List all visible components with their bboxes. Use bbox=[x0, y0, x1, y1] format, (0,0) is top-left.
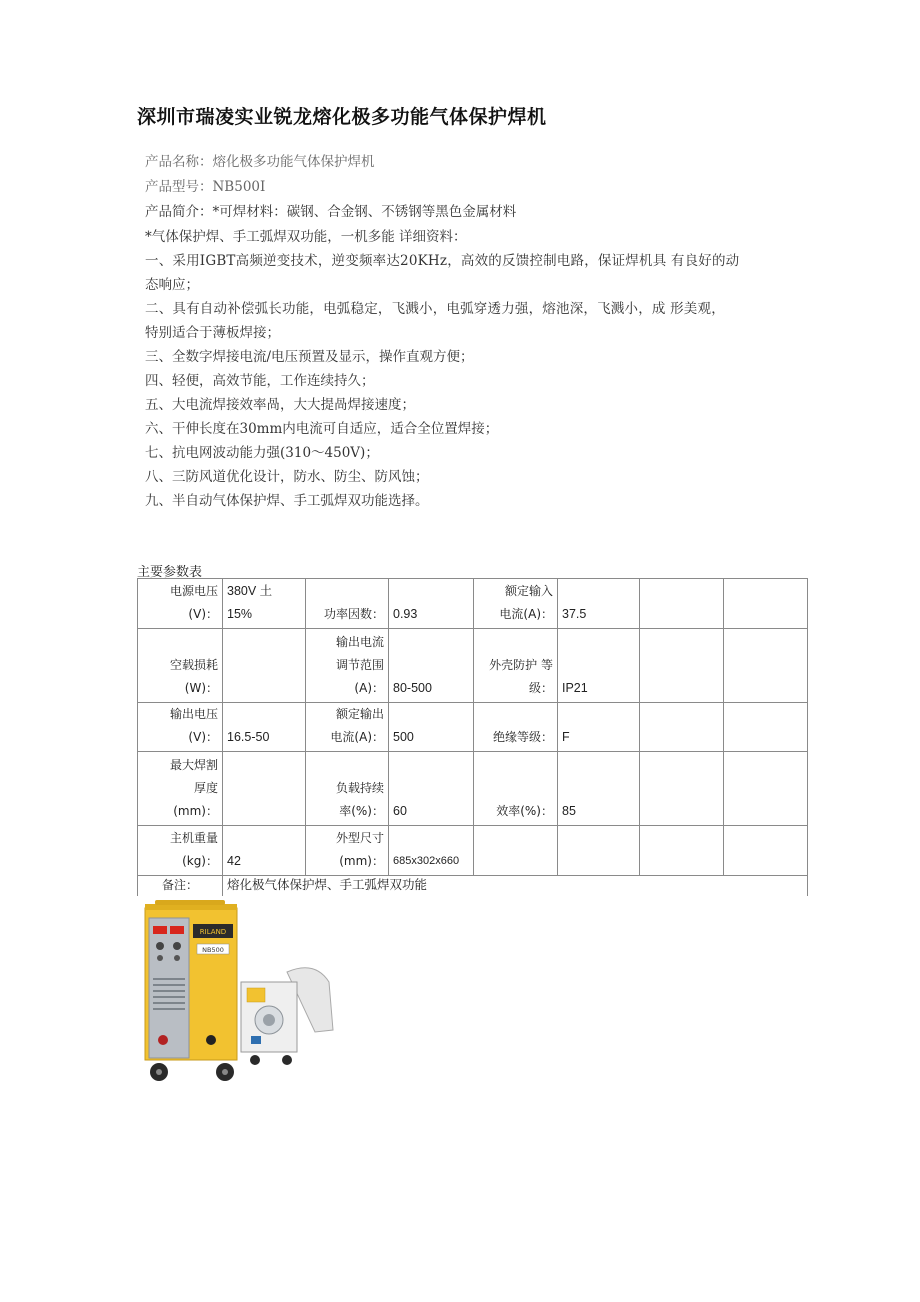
note-label: 备注： bbox=[138, 876, 223, 897]
param-label-text: 外型尺寸 bbox=[335, 831, 384, 845]
param-label-text: (V)： bbox=[188, 730, 218, 744]
table-row bbox=[138, 629, 808, 703]
param-value-text: IP21 bbox=[562, 681, 588, 695]
param-label-text: 调节范围 bbox=[335, 658, 384, 672]
param-label-text: 额定输入 bbox=[504, 584, 553, 598]
param-value-cell bbox=[223, 752, 306, 826]
feature-1-line-a: 一、采用IGBT高频逆变技术，逆变频率达20KHz，高效的反馈控制电路，保证焊机具 有良好的动 bbox=[145, 253, 740, 269]
param-label-text: (mm)： bbox=[339, 854, 384, 868]
param-label-cell bbox=[306, 703, 389, 752]
note-value: 熔化极气体保护焊、手工弧焊双功能 bbox=[223, 876, 808, 897]
param-value-cell bbox=[389, 629, 474, 703]
param-label-text: 负载持续 bbox=[335, 781, 384, 795]
table-row bbox=[138, 752, 808, 826]
feature-8-line: 八、三防风道优化设计，防水、防尘、防风蚀； bbox=[145, 469, 429, 485]
feature-2-line-b: 特别适合于薄板焊接； bbox=[145, 325, 280, 341]
param-value-text: 0.93 bbox=[393, 607, 418, 621]
param-value-text: 60 bbox=[393, 804, 407, 818]
feature-9-line: 九、半自动气体保护焊、手工弧焊双功能选择。 bbox=[145, 493, 429, 509]
dual-function-line: *气体保护焊、手工弧焊双功能，一机多能 详细资料： bbox=[145, 229, 467, 245]
param-label-text: (A)： bbox=[354, 681, 384, 695]
param-label-text: (W)： bbox=[184, 681, 218, 695]
param-label-cell bbox=[474, 579, 558, 629]
param-value-text: 16.5-50 bbox=[227, 730, 270, 744]
param-value-text: 80-500 bbox=[393, 681, 432, 695]
param-value-cell bbox=[389, 703, 474, 752]
param-label-cell bbox=[138, 579, 223, 629]
param-label-text: 功率因数： bbox=[323, 607, 384, 621]
param-label-text: 电流(A)： bbox=[330, 730, 384, 744]
param-label-cell bbox=[306, 629, 389, 703]
param-label-text: (mm)： bbox=[173, 804, 218, 818]
param-label-text: 额定输出 bbox=[335, 707, 384, 721]
feature-2-line-a: 二、具有自动补偿弧长功能，电弧稳定，飞溅小，电弧穿透力强，熔池深，飞溅小，成 形美观， bbox=[145, 301, 725, 317]
param-value-cell bbox=[558, 752, 640, 826]
param-label-cell bbox=[138, 703, 223, 752]
param-value-text: 500 bbox=[393, 730, 414, 744]
param-value-cell bbox=[223, 826, 306, 876]
param-label-cell bbox=[306, 579, 389, 629]
empty-cell bbox=[640, 826, 724, 876]
machine-model-badge: NB500 bbox=[202, 946, 224, 954]
param-label-text: 电源电压 bbox=[169, 584, 218, 598]
param-label-text: 输出电流 bbox=[335, 635, 384, 649]
table-row bbox=[138, 579, 808, 629]
param-value-cell bbox=[558, 826, 640, 876]
param-label-cell bbox=[474, 826, 558, 876]
param-label-text: 输出电压 bbox=[169, 707, 218, 721]
param-label-cell bbox=[474, 629, 558, 703]
param-label-text: 绝缘等级： bbox=[492, 730, 553, 744]
param-value-cell bbox=[389, 826, 474, 876]
param-label-cell bbox=[138, 629, 223, 703]
empty-cell bbox=[724, 752, 808, 826]
empty-cell bbox=[724, 703, 808, 752]
feature-7-line: 七、抗电网波动能力强(310〜450V)； bbox=[145, 445, 379, 461]
feature-4-line: 四、轻便，高效节能，工作连续持久； bbox=[145, 373, 375, 389]
param-label-cell bbox=[306, 826, 389, 876]
param-label-text: 效率(%)： bbox=[496, 804, 553, 818]
param-value-cell bbox=[558, 703, 640, 752]
note-row bbox=[138, 876, 808, 897]
param-value-text: 42 bbox=[227, 854, 241, 868]
param-value-text: 380V 土 bbox=[227, 584, 273, 598]
param-label-text: 率(%)： bbox=[339, 804, 384, 818]
param-value-cell bbox=[223, 579, 306, 629]
empty-cell bbox=[640, 629, 724, 703]
table-caption: 主要参数表 bbox=[137, 565, 203, 580]
machine-brand-text: RILAND bbox=[199, 928, 227, 936]
param-label-text: (V)： bbox=[188, 607, 218, 621]
param-label-text: 外壳防护 等 bbox=[489, 658, 553, 672]
param-value-cell bbox=[223, 629, 306, 703]
empty-cell bbox=[724, 826, 808, 876]
parameter-table bbox=[137, 578, 808, 896]
param-value-text: 85 bbox=[562, 804, 576, 818]
param-label-text: 级： bbox=[528, 681, 553, 695]
param-label-cell bbox=[474, 752, 558, 826]
param-label-text: 最大焊割 bbox=[169, 758, 218, 772]
param-value-cell bbox=[558, 629, 640, 703]
param-label-text: 电流(A)： bbox=[499, 607, 553, 621]
param-value-cell bbox=[558, 579, 640, 629]
table-row bbox=[138, 703, 808, 752]
param-value-text: 685x302x660 bbox=[393, 855, 460, 867]
param-value-cell bbox=[389, 579, 474, 629]
feature-1-line-b: 态响应； bbox=[145, 277, 199, 293]
param-label-cell bbox=[306, 752, 389, 826]
document-title: 深圳市瑞凌实业锐龙熔化极多功能气体保护焊机 bbox=[137, 106, 547, 128]
empty-cell bbox=[640, 752, 724, 826]
empty-cell bbox=[724, 629, 808, 703]
param-label-cell bbox=[474, 703, 558, 752]
param-label-text: (kg)： bbox=[182, 854, 218, 868]
param-label-cell bbox=[138, 826, 223, 876]
param-value-text: 37.5 bbox=[562, 607, 587, 621]
table-row bbox=[138, 826, 808, 876]
param-label-text: 主机重量 bbox=[169, 831, 218, 845]
param-label-text: 空载损耗 bbox=[169, 658, 218, 672]
product-intro-line: 产品简介：*可焊材料：碳钢、合金钢、不锈钢等黑色金属材料 bbox=[145, 204, 517, 220]
empty-cell bbox=[640, 703, 724, 752]
product-name-line: 产品名称：熔化极多功能气体保护焊机 bbox=[145, 154, 375, 170]
empty-cell bbox=[724, 579, 808, 629]
param-label-cell bbox=[138, 752, 223, 826]
empty-cell bbox=[640, 579, 724, 629]
param-value-text: 15% bbox=[227, 607, 253, 621]
param-label-text: 厚度 bbox=[193, 781, 218, 795]
param-value-cell bbox=[389, 752, 474, 826]
param-value-text: F bbox=[562, 730, 570, 744]
feature-3-line: 三、全数字焊接电流/电压预置及显示，操作直观方便； bbox=[145, 349, 474, 365]
feature-5-line: 五、大电流焊接效率咼，大大提咼焊接速度； bbox=[145, 397, 415, 413]
product-model-line: 产品型号：NB500I bbox=[145, 179, 266, 195]
welding-machine-image bbox=[137, 900, 347, 1090]
feature-6-line: 六、干伸长度在30mm内电流可自适应，适合全位置焊接； bbox=[145, 421, 499, 437]
param-value-cell bbox=[223, 703, 306, 752]
